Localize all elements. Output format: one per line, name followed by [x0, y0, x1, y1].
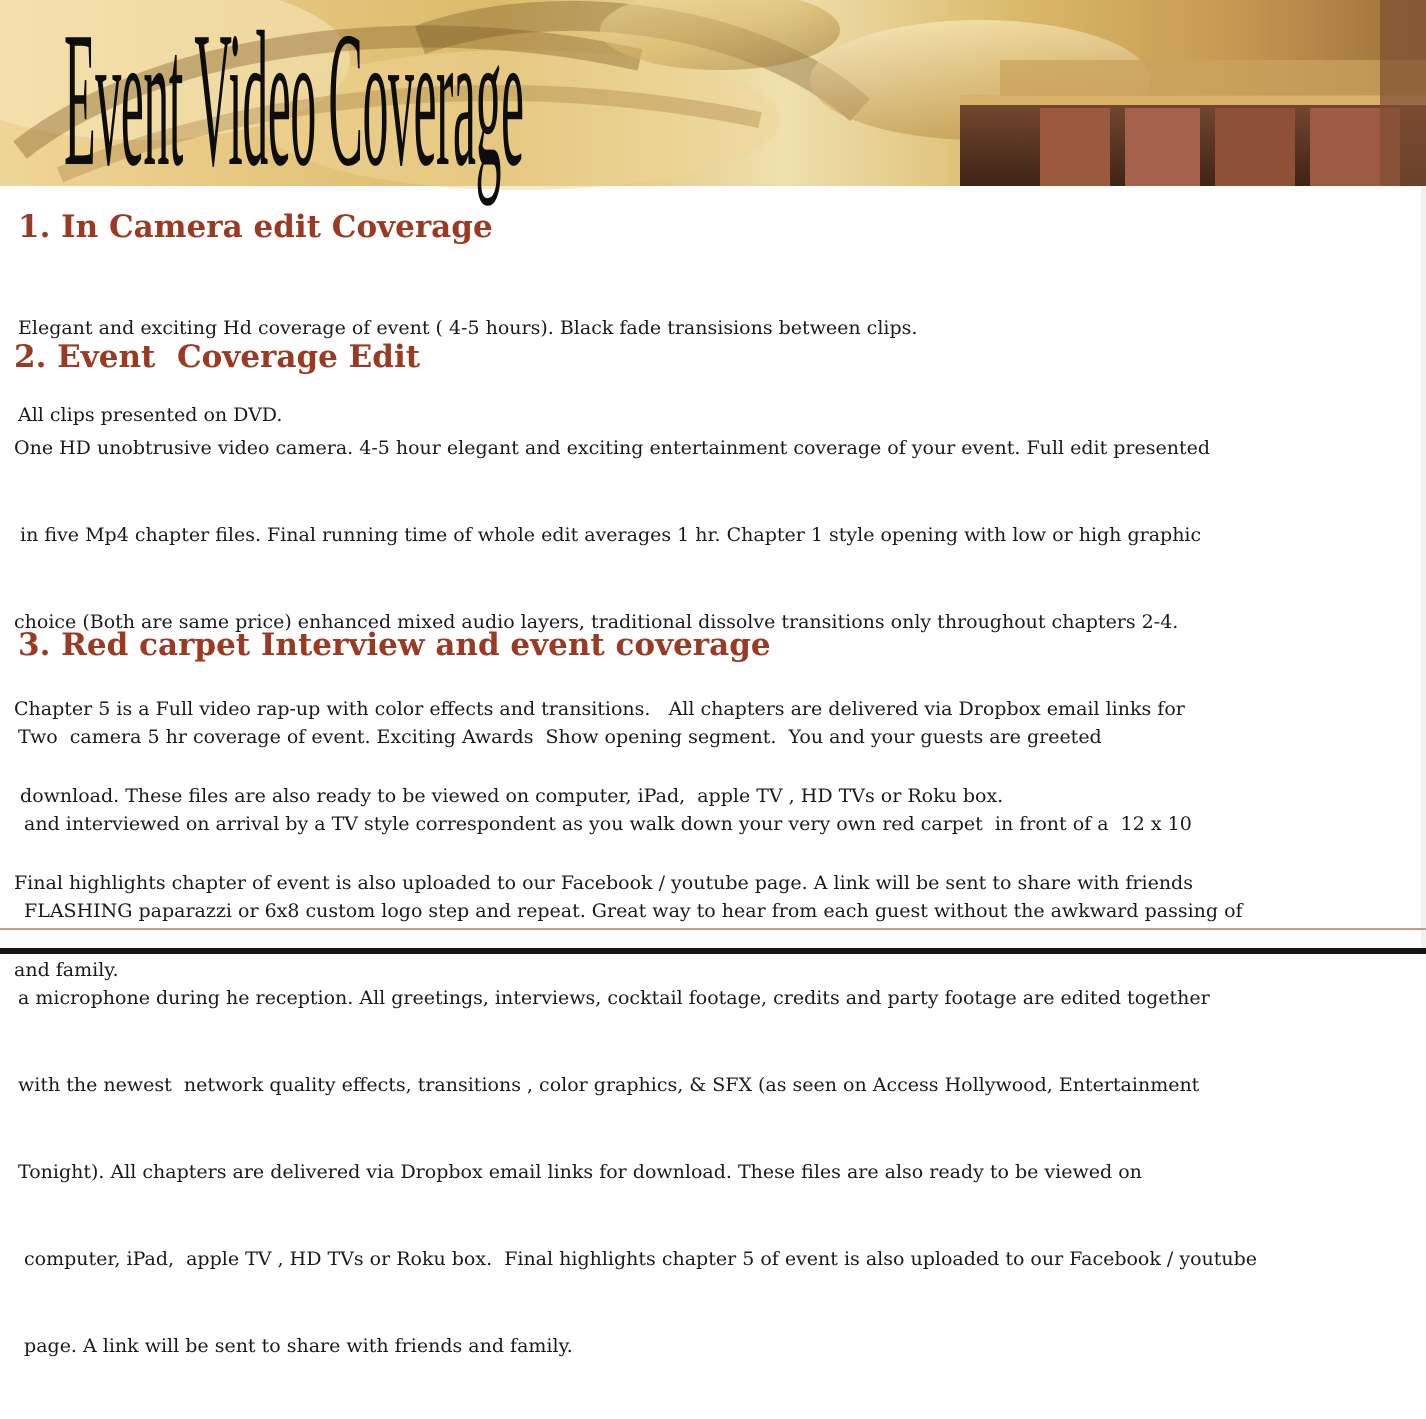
- body-line: download. These files are also ready to be viewed on computer, iPad, apple TV , HD TVs or Roku box.: [14, 785, 1004, 807]
- right-edge-divider: [1421, 186, 1426, 948]
- section-body-red-carpet: [18, 665, 1257, 1419]
- body-line: and family.: [14, 959, 119, 981]
- bottom-edge-bar: [0, 948, 1426, 954]
- page-title: Event Video Coverage: [64, 0, 524, 207]
- body-line: with the newest network quality effects, transitions , color graphics, & SFX (as seen on Access Hollywood, Entertainment: [18, 1074, 1200, 1096]
- body-line: and interviewed on arrival by a TV style correspondent as you walk down your very own red carpet in front of a 12 x 10: [18, 813, 1192, 835]
- body-line: computer, iPad, apple TV , HD TVs or Roku box. Final highlights chapter 5 of event is also uploaded to our Facebook / youtube: [18, 1248, 1258, 1270]
- body-line: One HD unobtrusive video camera. 4-5 hour elegant and exciting entertainment coverage of your event. Full edit presented: [14, 437, 1211, 459]
- body-line: FLASHING paparazzi or 6x8 custom logo step and repeat. Great way to hear from each guest without the awkward passing of: [18, 900, 1243, 922]
- section-heading-in-camera-edit: 1. In Camera edit Coverage: [18, 209, 493, 245]
- body-line: Chapter 5 is a Full video rap-up with color effects and transitions. All chapters are delivered via Dropbox email links for: [14, 698, 1185, 720]
- body-line: Tonight). All chapters are delivered via Dropbox email links for download. These files are also ready to be viewed on: [18, 1161, 1142, 1183]
- body-line: in five Mp4 chapter files. Final running time of whole edit averages 1 hr. Chapter 1 style opening with low or high graphic: [14, 524, 1202, 546]
- body-line: page. A link will be sent to share with friends and family.: [18, 1335, 573, 1357]
- header-banner: [0, 0, 1426, 207]
- body-line: Final highlights chapter of event is also uploaded to our Facebook / youtube page. A link will be sent to share with friends: [14, 872, 1193, 894]
- section-heading-red-carpet: 3. Red carpet Interview and event coverage: [18, 627, 771, 663]
- body-line: choice (Both are same price) enhanced mixed audio layers, traditional dissolve transitions only throughout chapters 2-4.: [14, 611, 1179, 633]
- body-line: a microphone during he reception. All greetings, interviews, cocktail footage, credits and party footage are edited together: [18, 987, 1210, 1009]
- body-line: Two camera 5 hr coverage of event. Exciting Awards Show opening segment. You and your guests are greeted: [18, 726, 1102, 748]
- body-line: All clips presented on DVD.: [18, 404, 283, 426]
- body-line: Elegant and exciting Hd coverage of event ( 4-5 hours). Black fade transisions between clips.: [18, 317, 918, 339]
- bottom-rule: [0, 928, 1426, 930]
- section-heading-event-coverage-edit: 2. Event Coverage Edit: [14, 339, 421, 375]
